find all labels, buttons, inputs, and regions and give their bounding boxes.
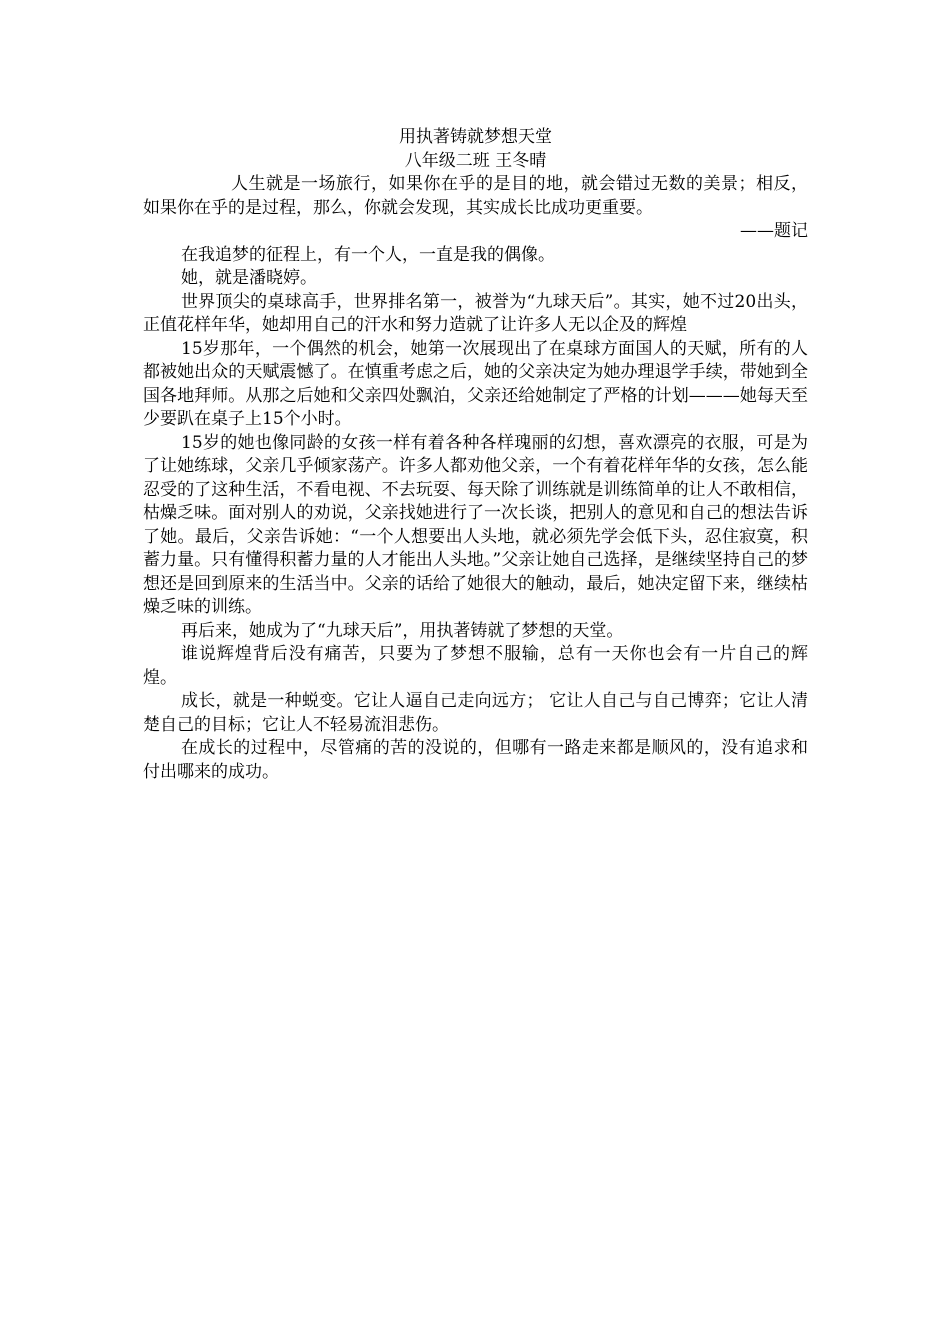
document-author: 八年级二班 王冬晴 (404, 150, 547, 171)
epigraph-signature: ——题记 (740, 221, 808, 241)
document-title: 用执著铸就梦想天堂 (399, 127, 552, 147)
paragraph: 成长，就是一种蜕变。它让人逼自己走向远方； 它让人自己与自己博弈；它让人清楚自己的目标；它让人不轻易流泪悲伤。 (143, 691, 808, 735)
paragraph: 在我追梦的征程上，有一个人，一直是我的偶像。 (181, 244, 555, 265)
paragraph: 再后来，她成为了“九球天后”，用执著铸就了梦想的天堂。 (181, 620, 624, 641)
document-page (143, 126, 808, 784)
paragraph: 15岁那年，一个偶然的机会，她第一次展现出了在桌球方面国人的天赋，所有的人都被她出众的天赋震憾了。在慎重考虑之后，她的父亲决定为她办理退学手续，带她到全国各地拜师。从那之后她和父亲四处飘泊，父亲还给她制定了严格的计划———她每天至少要趴在桌子上15个小时。 (143, 338, 808, 429)
epigraph: 人生就是一场旅行，如果你在乎的是目的地，就会错过无数的美景；相反，如果你在乎的是过程，那么，你就会发现，其实成长比成功更重要。 (143, 174, 808, 218)
paragraph: 她，就是潘晓婷。 (181, 268, 317, 288)
paragraph: 世界顶尖的桌球高手，世界排名第一，被誉为“九球天后”。其实，她不过20出头，正值花样年华，她却用自己的汗水和努力造就了让许多人无以企及的辉煌 (143, 291, 808, 335)
paragraph: 15岁的她也像同龄的女孩一样有着各种各样瑰丽的幻想，喜欢漂亮的衣服，可是为了让她练球，父亲几乎倾家荡产。许多人都劝他父亲，一个有着花样年华的女孩，怎么能忍受的了这种生活，不看电视、不去玩耍、每天除了训练就是训练简单的让人不敢相信，枯燥乏味。面对别人的劝说，父亲找她进行了一次长谈，把别人的意见和自己的想法告诉了她。最后，父亲告诉她：“一个人想要出人头地，就必须先学会低下头，忍住寂寞，积蓄力量。只有懂得积蓄力量的人才能出人头地。”父亲让她自己选择，是继续坚持自己的梦想还是回到原来的生活当中。父亲的话给了她很大的触动，最后，她决定留下来，继续枯燥乏味的训练。 (143, 432, 808, 617)
paragraph: 谁说辉煌背后没有痛苦，只要为了梦想不服输，总有一天你也会有一片自己的辉煌。 (143, 644, 808, 688)
paragraph: 在成长的过程中，尽管痛的苦的没说的，但哪有一路走来都是顺风的，没有追求和付出哪来的成功。 (143, 738, 808, 782)
